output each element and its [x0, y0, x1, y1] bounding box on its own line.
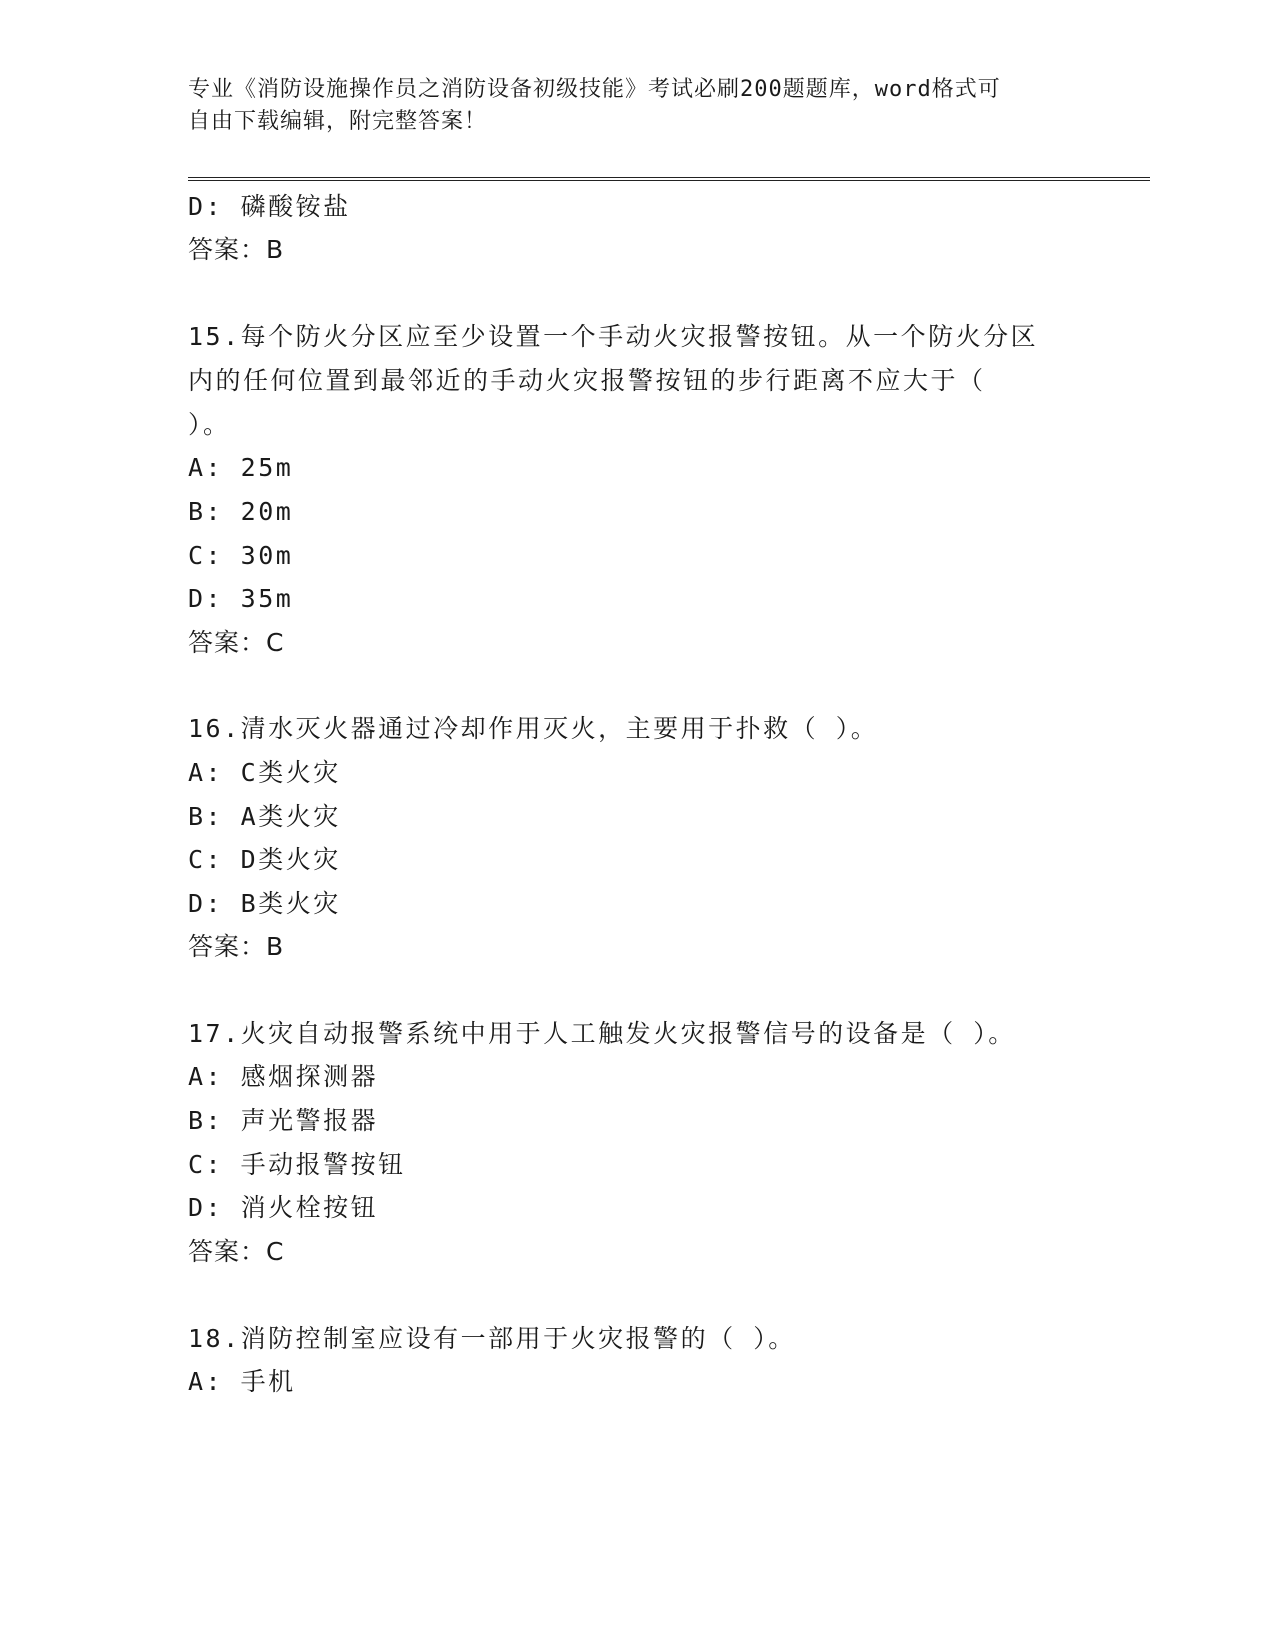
q17-option-b: B: 声光警报器	[188, 1106, 379, 1135]
q17-stem: 17.火灾自动报警系统中用于人工触发火灾报警信号的设备是（ ）。	[188, 1019, 1016, 1048]
q15-option-b: B: 20m	[188, 497, 294, 526]
q15-stem-line-2: 内的任何位置到最邻近的手动火灾报警按钮的步行距离不应大于（	[188, 366, 986, 395]
q15-option-c: C: 30m	[188, 541, 294, 570]
q18-stem: 18.消防控制室应设有一部用于火灾报警的（ ）。	[188, 1324, 796, 1353]
q17-option-a: A: 感烟探测器	[188, 1062, 379, 1091]
q15-option-d: D: 35m	[188, 584, 294, 613]
q15-option-a: A: 25m	[188, 453, 294, 482]
header-divider	[188, 177, 1150, 181]
document-header	[188, 74, 1088, 138]
q15-answer: 答案：C	[188, 628, 285, 657]
header-title-line-1: 专业《消防设施操作员之消防设备初级技能》考试必刷200题题库，word格式可	[188, 77, 1001, 102]
q16-option-c: C: D类火灾	[188, 845, 341, 874]
q16-option-a: A: C类火灾	[188, 758, 341, 787]
q14-option-d: D: 磷酸铵盐	[188, 192, 351, 221]
q16-option-b: B: A类火灾	[188, 802, 341, 831]
q16-answer: 答案：B	[188, 932, 285, 961]
q16-option-d: D: B类火灾	[188, 889, 341, 918]
q15-stem-line-1: 15.每个防火分区应至少设置一个手动火灾报警按钮。从一个防火分区	[188, 322, 1039, 351]
header-title-line-2: 自由下载编辑，附完整答案！	[188, 109, 488, 134]
q17-option-d: D: 消火栓按钮	[188, 1193, 379, 1222]
q15-stem-line-3: ）。	[188, 410, 231, 439]
q14-answer: 答案：B	[188, 235, 285, 264]
q17-option-c: C: 手动报警按钮	[188, 1150, 406, 1179]
q17-answer: 答案：C	[188, 1237, 285, 1266]
q18-option-a: A: 手机	[188, 1367, 296, 1396]
q16-stem: 16.清水灭火器通过冷却作用灭火，主要用于扑救（ ）。	[188, 714, 879, 743]
